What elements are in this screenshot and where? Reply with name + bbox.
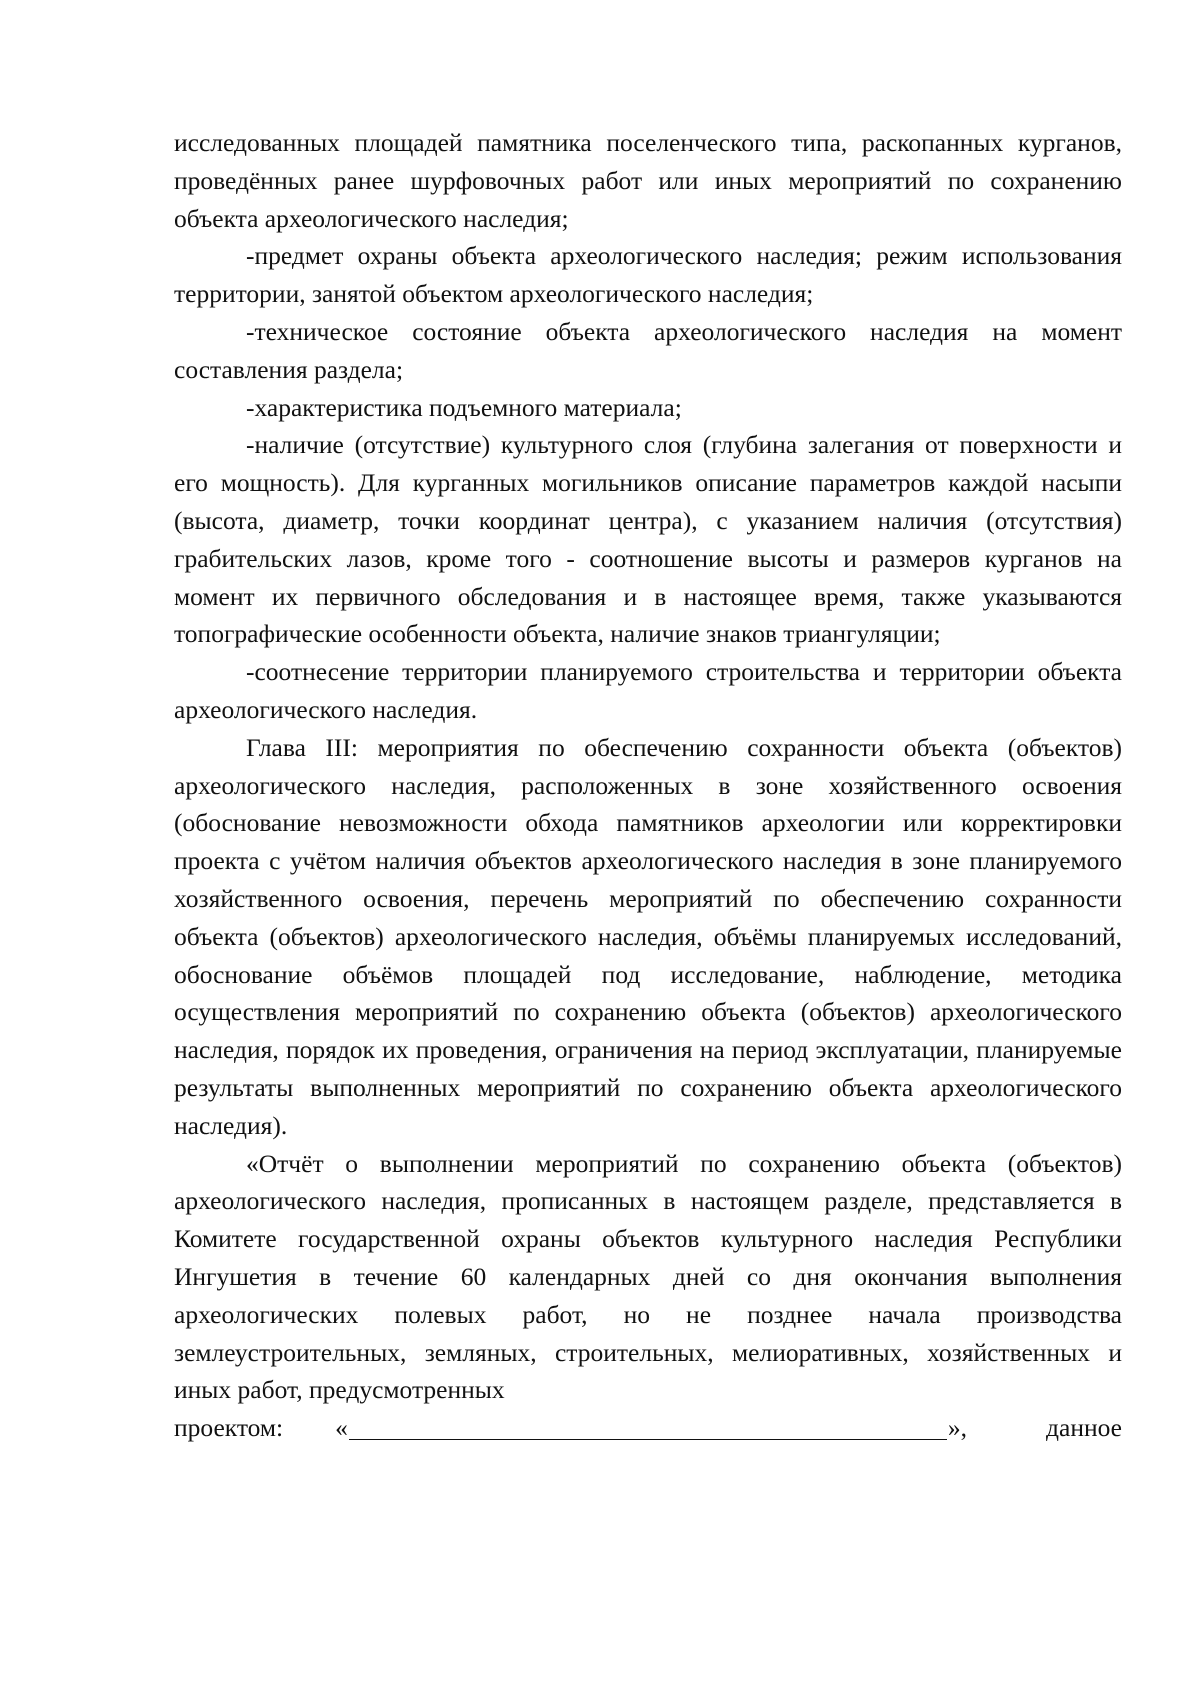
paragraph-report: «Отчёт о выполнении мероприятий по сохранению объекта (объектов) археологического наследия, прописанных в настоящем разделе, представляется в Комитете государственной охраны объектов культурного наследия Республики Ингушетия в течение 60 календарных дней со дня окончания выполнения археологических полевых работ, но не позднее начала производства землеустроительных, земляных, строительных, мелиоративных, хозяйственных и иных работ, предусмотренных bbox=[174, 1148, 1122, 1405]
open-quote: « bbox=[335, 1413, 348, 1443]
project-label: проектом: bbox=[174, 1413, 284, 1443]
project-name-underline[interactable] bbox=[349, 1413, 947, 1440]
paragraph-technical-state: -техническое состояние объекта археологического наследия на момент составления раздела; bbox=[174, 316, 1122, 384]
close-quote: », bbox=[947, 1413, 967, 1443]
project-name-line bbox=[174, 1409, 1122, 1447]
trailing-word: данное bbox=[1046, 1413, 1122, 1443]
paragraph-continuation: исследованных площадей памятника поселенческого типа, раскопанных курганов, проведённых ранее шурфовочных работ или иных мероприятий по сохранению объекта археологического наследия; bbox=[174, 128, 1122, 233]
project-name-blank bbox=[335, 1409, 967, 1447]
paragraph-protection-subject: -предмет охраны объекта археологического наследия; режим использования территории, занятой объектом археологического наследия; bbox=[174, 241, 1122, 309]
paragraph-territory-correlation: -соотнесение территории планируемого строительства и территории объекта археологического наследия. bbox=[174, 657, 1122, 724]
document-page bbox=[174, 124, 1122, 1447]
paragraph-surface-material: -характеристика подъемного материала; bbox=[246, 392, 682, 422]
paragraph-cultural-layer: -наличие (отсутствие) культурного слоя (глубина залегания от поверхности и его мощность). Для курганных могильников описание параметров каждой насыпи (высота, диаметр, точки координат центра), с указанием наличия (отсутствия) грабительских лазов, кроме того - соотношение высоты и размеров курганов на момент их первичного обследования и в настоящее время, также указываются топографические особенности объекта, наличие знаков триангуляции; bbox=[174, 430, 1122, 649]
paragraph-chapter-3: Глава III: мероприятия по обеспечению сохранности объекта (объектов) археологического наследия, расположенных в зоне хозяйственного освоения (обоснование невозможности обхода памятников археологии или корректировки проекта с учётом наличия объектов археологического наследия в зоне планируемого хозяйственного освоения, перечень мероприятий по обеспечению сохранности объекта (объектов) археологического наследия, объёмы планируемых исследований, обоснование объёмов площадей под исследование, наблюдение, методика осуществления мероприятий по сохранению объекта (объектов) археологического наследия, порядок их проведения, ограничения на период эксплуатации, планируемые результаты выполненных мероприятий по сохранению объекта археологического наследия). bbox=[174, 732, 1122, 1140]
